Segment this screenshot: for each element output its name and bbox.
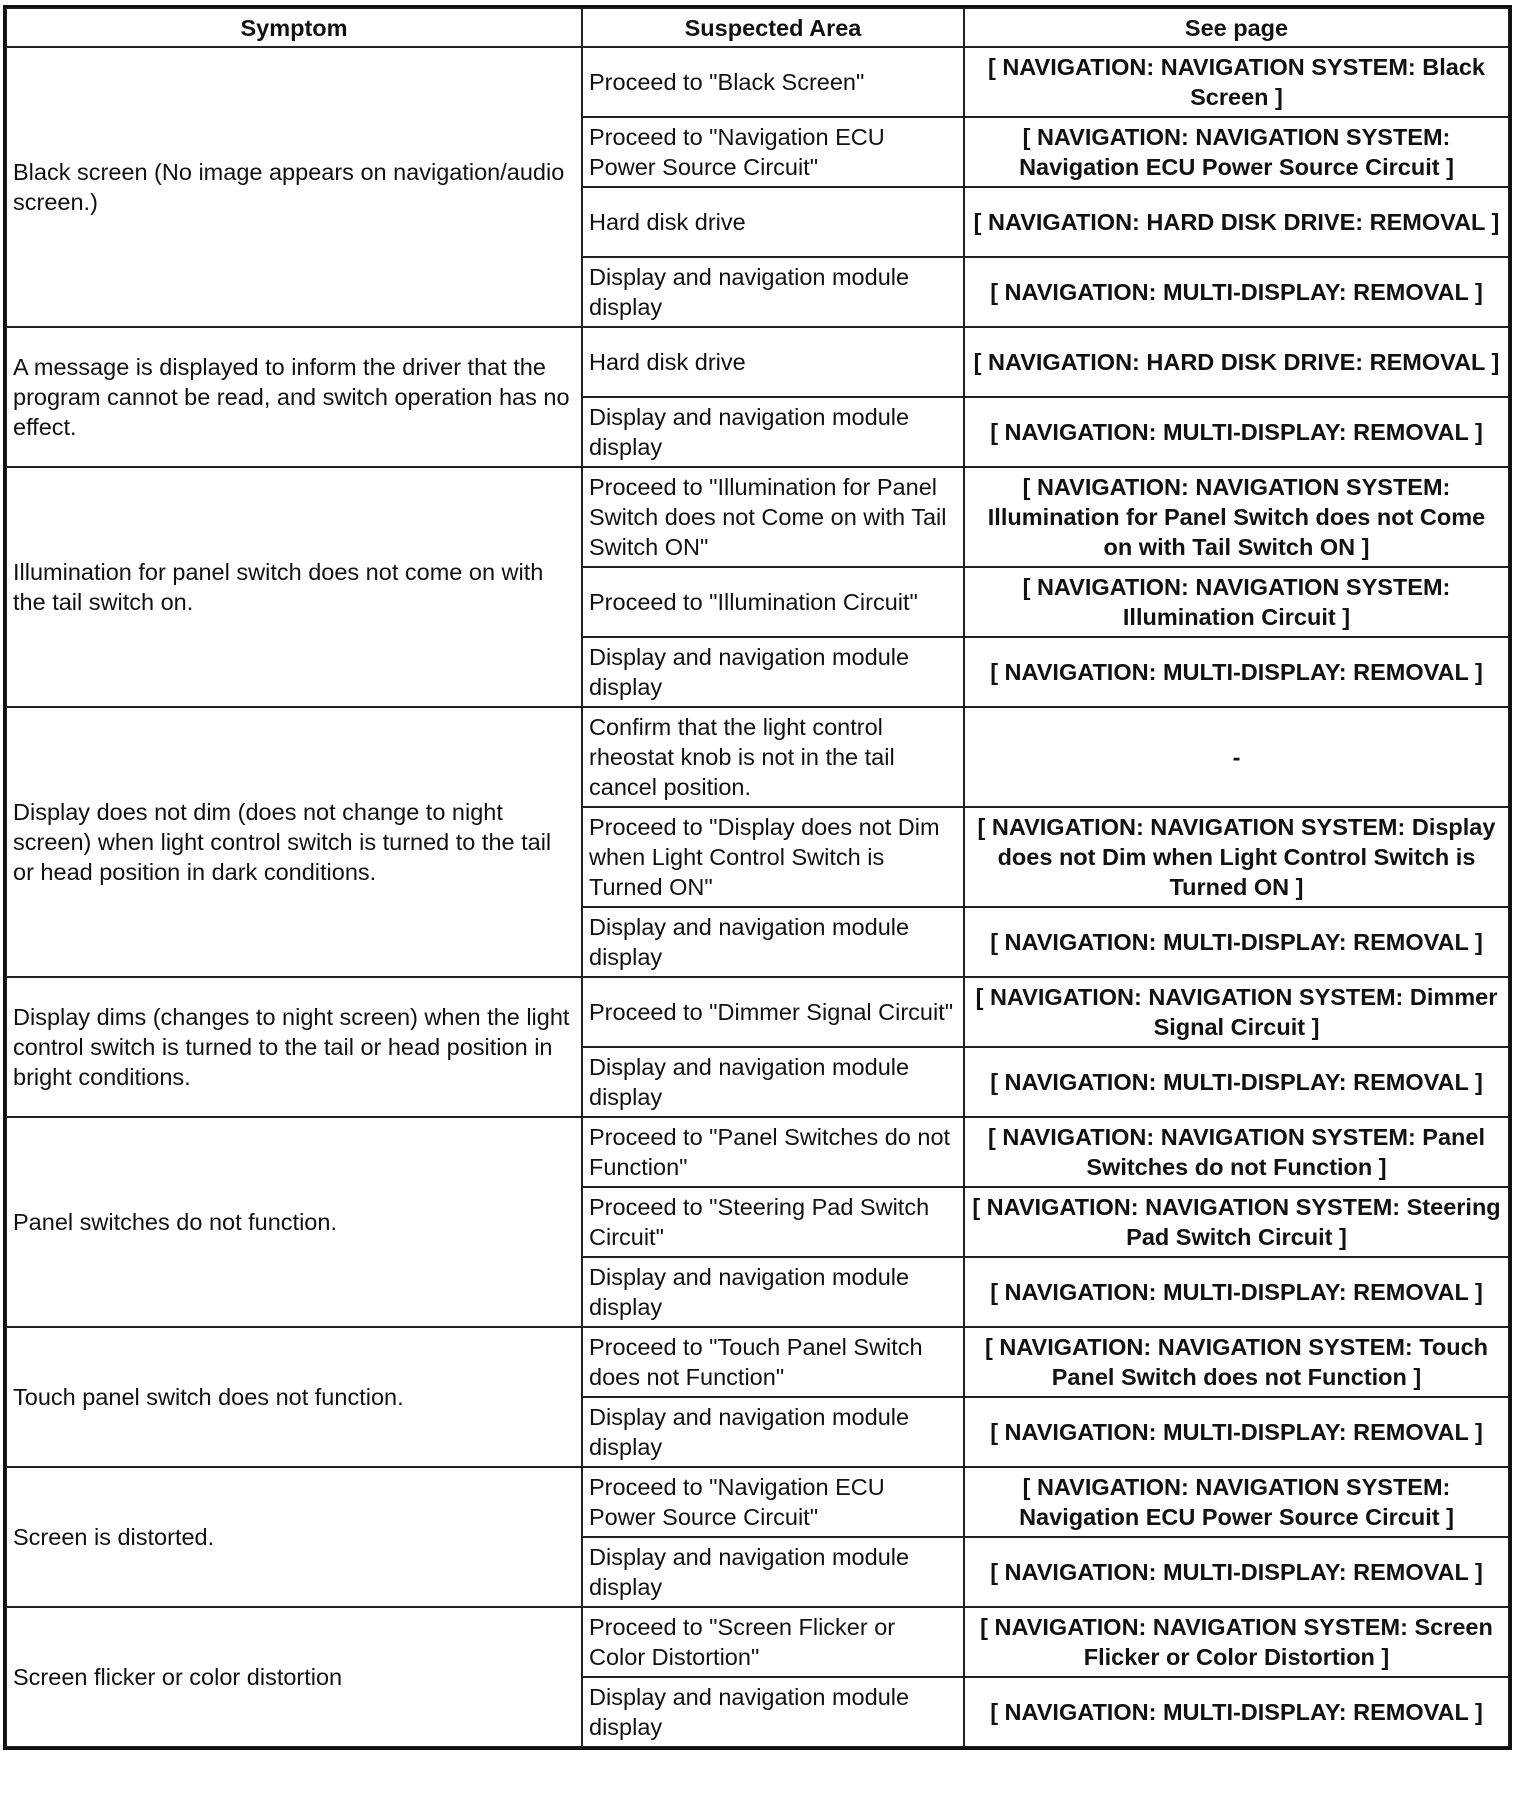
symptom-cell: Black screen (No image appears on navigation/audio screen.) [6,47,582,327]
suspected-area-cell: Confirm that the light control rheostat knob is not in the tail cancel position. [582,707,964,807]
suspected-area-cell: Hard disk drive [582,187,964,257]
suspected-area-cell: Display and navigation module display [582,257,964,327]
see-page-cell: [ NAVIGATION: NAVIGATION SYSTEM: Navigation ECU Power Source Circuit ] [964,117,1509,187]
suspected-area-cell: Display and navigation module display [582,1537,964,1607]
table-row [6,1327,1509,1397]
see-page-cell: [ NAVIGATION: NAVIGATION SYSTEM: Screen Flicker or Color Distortion ] [964,1607,1509,1677]
see-page-cell: [ NAVIGATION: MULTI-DISPLAY: REMOVAL ] [964,397,1509,467]
header-see-page: See page [964,8,1509,47]
header-row [6,8,1509,47]
suspected-area-cell: Proceed to "Black Screen" [582,47,964,117]
table-row [6,327,1509,397]
table-row [6,1607,1509,1677]
suspected-area-cell: Display and navigation module display [582,1047,964,1117]
table-row [6,467,1509,567]
see-page-cell: [ NAVIGATION: MULTI-DISPLAY: REMOVAL ] [964,1677,1509,1747]
see-page-cell: [ NAVIGATION: NAVIGATION SYSTEM: Dimmer Signal Circuit ] [964,977,1509,1047]
see-page-cell: [ NAVIGATION: MULTI-DISPLAY: REMOVAL ] [964,907,1509,977]
see-page-cell: - [964,707,1509,807]
suspected-area-cell: Display and navigation module display [582,1257,964,1327]
see-page-cell: [ NAVIGATION: NAVIGATION SYSTEM: Navigation ECU Power Source Circuit ] [964,1467,1509,1537]
see-page-cell: [ NAVIGATION: MULTI-DISPLAY: REMOVAL ] [964,1047,1509,1117]
see-page-cell: [ NAVIGATION: MULTI-DISPLAY: REMOVAL ] [964,257,1509,327]
suspected-area-cell: Proceed to "Display does not Dim when Light Control Switch is Turned ON" [582,807,964,907]
symptom-cell: Panel switches do not function. [6,1117,582,1327]
see-page-cell: [ NAVIGATION: HARD DISK DRIVE: REMOVAL ] [964,187,1509,257]
see-page-cell: [ NAVIGATION: NAVIGATION SYSTEM: Touch Panel Switch does not Function ] [964,1327,1509,1397]
symptom-cell: Illumination for panel switch does not come on with the tail switch on. [6,467,582,707]
see-page-cell: [ NAVIGATION: NAVIGATION SYSTEM: Illumination Circuit ] [964,567,1509,637]
suspected-area-cell: Display and navigation module display [582,397,964,467]
symptom-cell: Screen is distorted. [6,1467,582,1607]
table-row [6,1117,1509,1187]
suspected-area-cell: Proceed to "Screen Flicker or Color Distortion" [582,1607,964,1677]
symptom-cell: A message is displayed to inform the driver that the program cannot be read, and switch operation has no effect. [6,327,582,467]
table-row [6,47,1509,117]
see-page-cell: [ NAVIGATION: NAVIGATION SYSTEM: Black Screen ] [964,47,1509,117]
table-body [6,47,1509,1747]
problem-symptoms-table [5,7,1510,1748]
symptom-cell: Screen flicker or color distortion [6,1607,582,1747]
see-page-cell: [ NAVIGATION: NAVIGATION SYSTEM: Display does not Dim when Light Control Switch is Turned ON ] [964,807,1509,907]
suspected-area-cell: Proceed to "Dimmer Signal Circuit" [582,977,964,1047]
symptom-cell: Display does not dim (does not change to night screen) when light control switch is turned to the tail or head position in dark conditions. [6,707,582,977]
suspected-area-cell: Display and navigation module display [582,1397,964,1467]
see-page-cell: [ NAVIGATION: MULTI-DISPLAY: REMOVAL ] [964,1257,1509,1327]
suspected-area-cell: Proceed to "Steering Pad Switch Circuit" [582,1187,964,1257]
suspected-area-cell: Proceed to "Illumination Circuit" [582,567,964,637]
table-row [6,1467,1509,1537]
see-page-cell: [ NAVIGATION: NAVIGATION SYSTEM: Illumination for Panel Switch does not Come on with Tail Switch ON ] [964,467,1509,567]
suspected-area-cell: Display and navigation module display [582,907,964,977]
suspected-area-cell: Display and navigation module display [582,1677,964,1747]
see-page-cell: [ NAVIGATION: MULTI-DISPLAY: REMOVAL ] [964,1537,1509,1607]
header-suspected-area: Suspected Area [582,8,964,47]
table-row [6,977,1509,1047]
suspected-area-cell: Proceed to "Panel Switches do not Function" [582,1117,964,1187]
see-page-cell: [ NAVIGATION: NAVIGATION SYSTEM: Steering Pad Switch Circuit ] [964,1187,1509,1257]
symptom-cell: Display dims (changes to night screen) when the light control switch is turned to the tail or head position in bright conditions. [6,977,582,1117]
see-page-cell: [ NAVIGATION: MULTI-DISPLAY: REMOVAL ] [964,637,1509,707]
symptom-cell: Touch panel switch does not function. [6,1327,582,1467]
see-page-cell: [ NAVIGATION: NAVIGATION SYSTEM: Panel Switches do not Function ] [964,1117,1509,1187]
table-row [6,707,1509,807]
suspected-area-cell: Display and navigation module display [582,637,964,707]
see-page-cell: [ NAVIGATION: HARD DISK DRIVE: REMOVAL ] [964,327,1509,397]
suspected-area-cell: Proceed to "Navigation ECU Power Source Circuit" [582,117,964,187]
see-page-cell: [ NAVIGATION: MULTI-DISPLAY: REMOVAL ] [964,1397,1509,1467]
suspected-area-cell: Proceed to "Illumination for Panel Switch does not Come on with Tail Switch ON" [582,467,964,567]
suspected-area-cell: Proceed to "Touch Panel Switch does not Function" [582,1327,964,1397]
suspected-area-cell: Hard disk drive [582,327,964,397]
suspected-area-cell: Proceed to "Navigation ECU Power Source Circuit" [582,1467,964,1537]
header-symptom: Symptom [6,8,582,47]
